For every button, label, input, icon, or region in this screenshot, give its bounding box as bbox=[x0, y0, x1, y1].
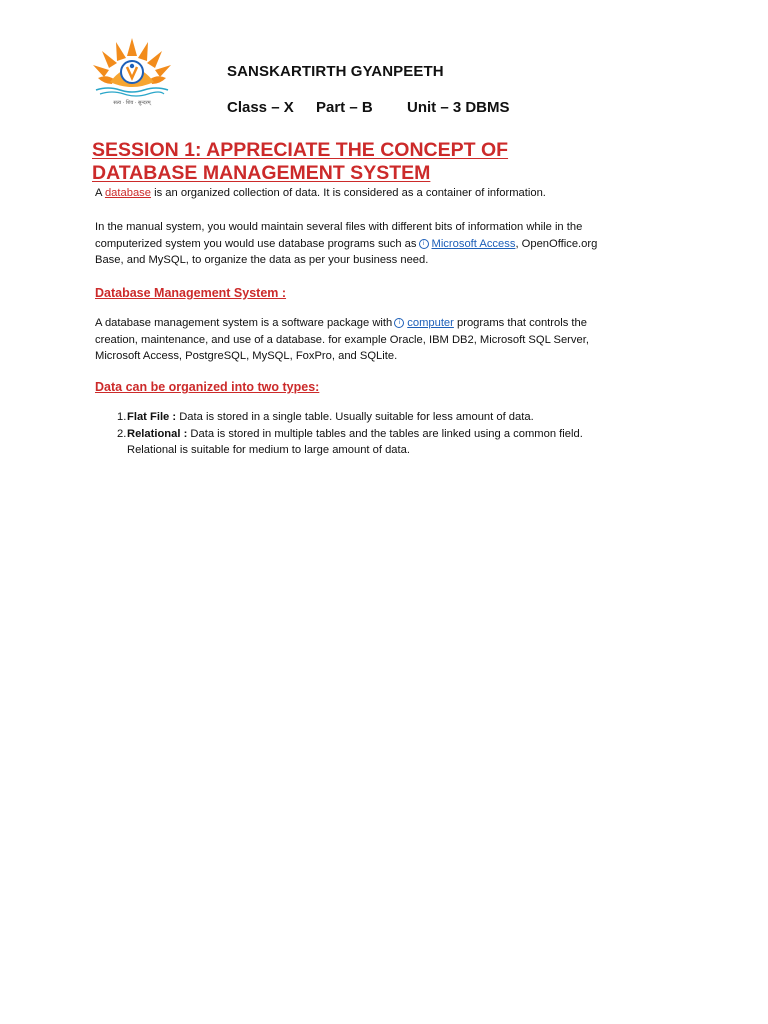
part-label: Part – B bbox=[316, 99, 373, 116]
data-types-list bbox=[95, 409, 615, 459]
dbms-text-end: programs that controls the creation, maintenance, and use of a database. for example Oracle, IBM DB2, Microsoft SQL Server, Microsoft Access, PostgreSQL, MySQL, FoxPro, and SQLite. bbox=[95, 317, 589, 362]
list-number: 2. bbox=[117, 427, 127, 440]
dbms-heading: Database Management System : bbox=[95, 286, 287, 300]
list-item bbox=[95, 426, 615, 459]
lotus-sun-emblem-icon bbox=[88, 34, 176, 108]
logo-motto: सत्य · शिव · सुन्दरम् bbox=[113, 100, 151, 106]
manual-system-text-end: , OpenOffice.org Base, and MySQL, to organize the data as per your business need. bbox=[95, 237, 598, 266]
list-term: Flat File : bbox=[127, 411, 177, 423]
dbms-paragraph bbox=[95, 315, 615, 365]
microsoft-access-link[interactable]: Microsoft Access bbox=[431, 237, 516, 250]
list-term: Relational : bbox=[127, 427, 188, 440]
unit-label: Unit – 3 DBMS bbox=[407, 99, 510, 116]
dbms-text: A database management system is a software package with bbox=[95, 317, 393, 329]
class-label: Class – X bbox=[227, 99, 294, 116]
school-name: SANSKARTIRTH GYANPEETH bbox=[227, 63, 444, 80]
list-number: 1. bbox=[117, 411, 127, 423]
computer-link[interactable]: computer bbox=[407, 317, 454, 329]
intro-prefix: A bbox=[95, 187, 105, 199]
list-item bbox=[95, 409, 615, 426]
manual-system-text: In the manual system, you would maintain several files with different bits of information while in the computerized system you would use database programs such as bbox=[95, 221, 583, 250]
school-logo bbox=[88, 34, 176, 108]
list-text: Data is stored in a single table. Usually suitable for less amount of data. bbox=[176, 411, 534, 423]
list-text: Data is stored in multiple tables and the tables are linked using a common field. Relational is suitable for medium to large amount of data. bbox=[127, 427, 583, 456]
manual-system-paragraph bbox=[95, 219, 615, 269]
info-icon[interactable]: i bbox=[394, 318, 404, 328]
session-title: SESSION 1: APPRECIATE THE CONCEPT OF DATABASE MANAGEMENT SYSTEM bbox=[92, 139, 509, 184]
database-link[interactable]: database bbox=[104, 187, 151, 199]
intro-suffix: is an organized collection of data. It is considered as a container of information. bbox=[151, 187, 546, 199]
intro-paragraph bbox=[95, 185, 615, 202]
data-types-heading: Data can be organized into two types: bbox=[95, 380, 320, 394]
info-icon[interactable]: i bbox=[419, 239, 429, 249]
